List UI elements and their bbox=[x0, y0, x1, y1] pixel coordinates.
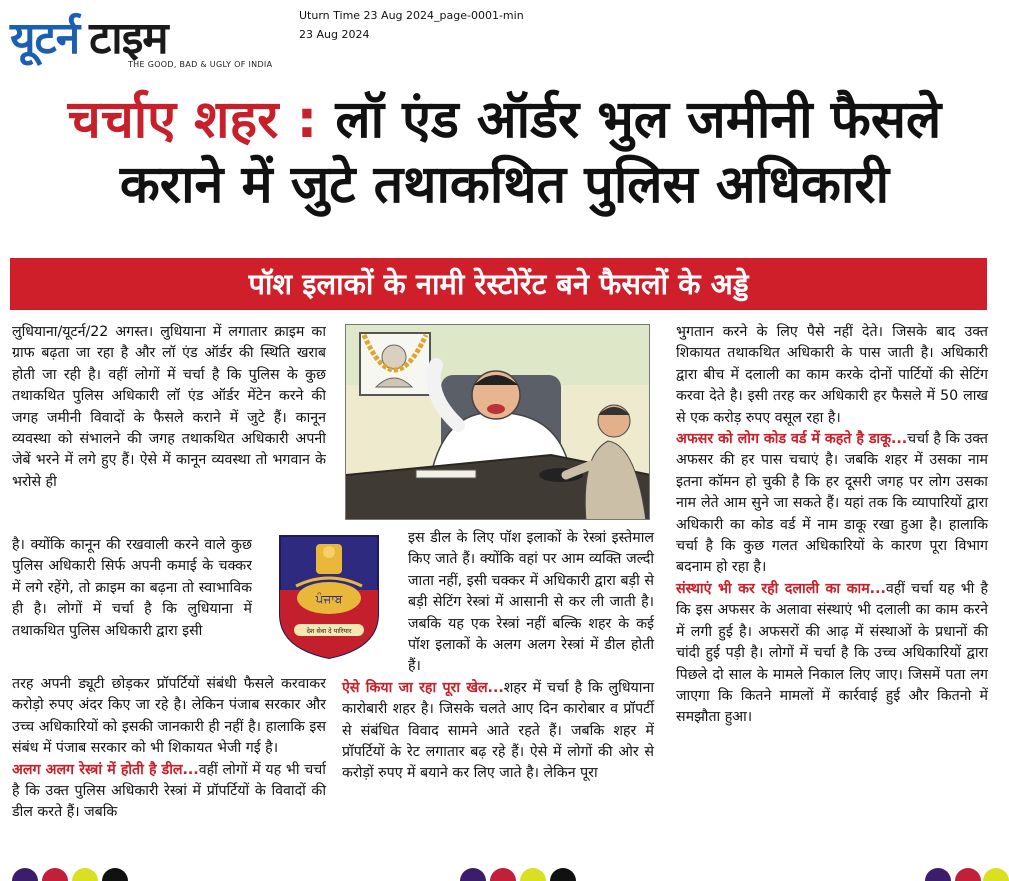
logo-tagline: THE GOOD, BAD & UGLY OF INDIA bbox=[128, 60, 273, 69]
emblem-motto: देश सेवा दे पारियार bbox=[306, 627, 352, 635]
dot-decoration bbox=[983, 868, 1009, 881]
article-subsection-dacoit bbox=[676, 429, 988, 579]
logo-wordmark bbox=[10, 6, 168, 66]
dot-decoration bbox=[925, 868, 951, 881]
subsection-body-institutions: वहीं चर्चा यह भी है कि इस अफसर के अलावा संस्थाएं भी दलाली का काम करने में लगी हुई है। अफसरों की आढ़ में संस्थाओं के प्रधानों की चांदी हुई पड़ी है। लोगों में चर्चा है कि उच्च अधिकारियों द्वारा पिछले दो साल के मामले निकाल लिए जाए। जिसमें पता लग जाएगा कि कितने मामलों में कार्रवाई हुई और कितनो में समझौता हुआ। bbox=[676, 580, 988, 726]
subsection-body-game: शहर में चर्चा है कि लुधियाना कारोबारी शहर है। जिसके चलते आए दिन कारोबार व प्रॉपर्टी से संबंधित विवाद सामने आते रहते हैं। जबकि शहर में प्रॉपर्टियों के रेट लगातार बढ़ रहे हैं। ऐसे में लोगों की ओर से करोड़ों रुपए में बयाने कर लिए जाते है। लेकिन पूरा bbox=[342, 679, 654, 782]
dot-decoration bbox=[102, 868, 128, 881]
file-date: 23 Aug 2024 bbox=[299, 28, 370, 41]
file-title: Uturn Time 23 Aug 2024_page-0001-min bbox=[299, 9, 524, 22]
logo-word-time: टाइम bbox=[89, 13, 168, 64]
subsection-body-dacoit: चर्चा है कि उक्त अफसर की हर पास चचाएं है। जबकि शहर में उसका नाम इतना कॉमन हो चुकी है कि हर दूसरी जगह पर लोग उसका नाम लेते आम सुने जा सकते हैं। यहां तक कि व्यापारियों द्वारा अधिकारी का कोड वर्ड में नाम डाकू रखा हुआ है। हालाकि चर्चा है कि कुछ गलत अधिकारियों के कारण पूरा विभाग बदनाम हो रहा है। bbox=[676, 431, 988, 576]
logo-word-uturn: यूटर्न bbox=[10, 13, 80, 64]
article-paragraph-continued: तरह अपनी ड्यूटी छोड़कर प्रॉपर्टियों संबंधी फैसले करवाकर करोड़ो रुपए अंदर किए जा रहे है। लेकिन पंजाब सरकार और उच्च अधिकारियों को इसकी जानकारी ही नहीं है। हालाकि इस संबंध में पंजाब सरकार को भी शिकायत भेजी गई है। bbox=[12, 676, 326, 757]
newspaper-logo[interactable] bbox=[10, 6, 295, 72]
headline bbox=[0, 88, 1009, 218]
article-paragraph-mid-1: इस डील के लिए पॉश इलाकों के रेस्त्रां इस्तेमाल किए जाते हैं। क्योंकि वहां पर आम व्यक्ति जल्दी जाता नहीं, इसी चक्कर में अधिकारी द्वारा बड़ी से बड़ी सेटिंग रेस्त्रां में आसानी से कर ली जाती है। जबकि यह एक रेस्त्रां नहीं बल्कि शहर के कई पॉश इलाकों के अलग अलग रेस्त्रां में डील होती हैं। bbox=[408, 530, 654, 675]
dot-decoration bbox=[955, 868, 981, 881]
dot-decoration bbox=[550, 868, 576, 881]
subsection-heading-dacoit: अफसर को लोग कोड वर्ड में कहते है डाकू... bbox=[676, 431, 908, 448]
article-paragraph-right-1: भुगतान करने के लिए पैसे नहीं देते। जिसके बाद उक्त शिकायत तथाकथित अधिकारी के पास जाती है। अधिकारी द्वारा बीच में दलाली का काम करके दोनों पार्टियों की सेटिंग करवा देते है। इसी तरह कर अधिकारी हर फैसले में 50 लाख से एक करोड़ रुपए वसूल रहा है। bbox=[676, 324, 988, 426]
article-subsection-institutions bbox=[676, 579, 988, 729]
article-paragraph-wrap: है। क्योंकि कानून की रखवाली करने वाले कुछ पुलिस अधिकारी सिर्फ अपनी कमाई के चक्कर में लगे रहेंगे, तो क्राइम का बढ़ना तो स्वाभाविक ही है। लोगों में चर्चा है कि लुधियाना में तथाकथित पुलिस अधिकारी द्वारा इसी bbox=[12, 537, 252, 639]
subsection-heading-institutions: संस्थाएं भी कर रही दलाली का काम... bbox=[676, 580, 886, 597]
subsection-body-deal: वहीं लोगों में यह भी चर्चा है कि उक्त पुलिस अधिकारी रेस्त्रां में प्रॉपर्टियों के विवादों की डील करते हैं। जबकि bbox=[12, 761, 326, 821]
dot-decoration bbox=[42, 868, 68, 881]
subsection-heading-deal: अलग अलग रेस्त्रां में होती है डील... bbox=[12, 761, 199, 778]
headline-line-1 bbox=[0, 88, 1009, 152]
svg-text:ਪੰਜਾਬ: ਪੰਜਾਬ bbox=[315, 592, 343, 606]
dot-decoration bbox=[490, 868, 516, 881]
masthead bbox=[0, 0, 1009, 80]
dot-decoration bbox=[12, 868, 38, 881]
headline-line-2: कराने में जुटे तथाकथित पुलिस अधिकारी bbox=[119, 155, 890, 215]
article-paragraph-intro: लुधियाना/यूटर्न/22 अगस्त। लुधियाना में लगातार क्राइम का ग्राफ बढ़ता जा रहा है और लॉ एंड ऑर्डर की स्थिति खराब होती जा रही है। वहीं लोगों में चर्चा है कि पुलिस के कुछ तथाकथित पुलिस अधिकारी लॉ एंड ऑर्डर मेंटेन करने की जगह जमीनी विवादों के फैसले कराने में जुटे हैं। कानून व्यवस्था को संभालने की जगह तथाकथित अधिकारी अपनी जेबें भरने में लगे हुए हैं। ऐसे में कानून व्यवस्था तो भगवान के भरोसे ही bbox=[12, 324, 326, 490]
article-column-middle bbox=[342, 528, 654, 785]
headline-kicker: चर्चाए शहर : bbox=[67, 90, 318, 150]
dot-decoration bbox=[72, 868, 98, 881]
article-subsection-deal bbox=[12, 760, 326, 824]
subheadline-banner: पॉश इलाकों के नामी रेस्टोरेंट बने फैसलों के अड्डे bbox=[10, 258, 987, 310]
editorial-cartoon bbox=[345, 324, 650, 520]
article-subsection-game bbox=[342, 678, 654, 785]
subsection-heading-game: ऐसे किया जा रहा पूरा खेल... bbox=[342, 679, 504, 696]
article-column-right bbox=[676, 322, 988, 729]
headline-line-1-text: लॉ एंड ऑर्डर भुल जमीनी फैसले bbox=[335, 90, 942, 150]
dot-decoration bbox=[520, 868, 546, 881]
dot-decoration bbox=[460, 868, 486, 881]
cartoon-illustration bbox=[346, 325, 650, 520]
